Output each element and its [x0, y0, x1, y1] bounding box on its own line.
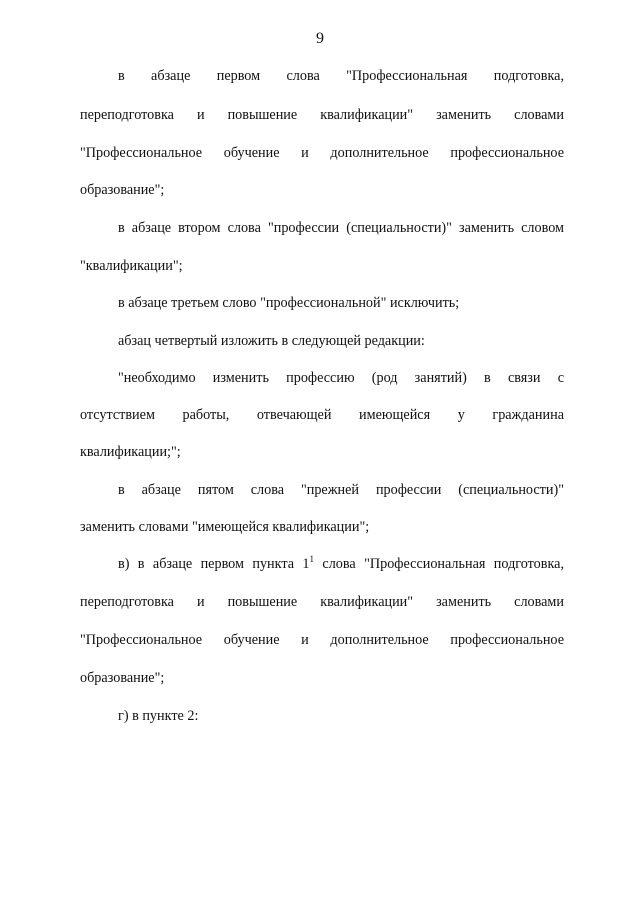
- text-line: в абзаце втором слова "профессии (специальности)" заменить словом: [118, 220, 564, 236]
- text-line: переподготовка и повышение квалификации" заменить словами: [80, 107, 564, 123]
- superscript: 1: [309, 554, 315, 564]
- text-line: г) в пункте 2:: [118, 708, 199, 724]
- text-line: "необходимо изменить профессию (род занятий) в связи с: [118, 370, 564, 386]
- text-line: "квалификации";: [80, 258, 183, 274]
- page-number: 9: [316, 30, 324, 47]
- text-line: в абзаце первом слова "Профессиональная подготовка,: [118, 68, 564, 84]
- text-line: [118, 555, 564, 573]
- text-line: переподготовка и повышение квалификации" заменить словами: [80, 594, 564, 610]
- text-line: "Профессиональное обучение и дополнительное профессиональное: [80, 145, 564, 161]
- text-line: образование";: [80, 182, 165, 198]
- text-line: отсутствием работы, отвечающей имеющейся у гражданина: [80, 407, 564, 423]
- text-line: "Профессиональное обучение и дополнительное профессиональное: [80, 632, 564, 648]
- text-segment: слова "Профессиональная подготовка,: [314, 556, 564, 572]
- text-line: в абзаце третьем слово "профессиональной" исключить;: [118, 295, 460, 311]
- text-line: абзац четвертый изложить в следующей редакции:: [118, 333, 425, 349]
- text-line: квалификации;";: [80, 444, 181, 460]
- text-segment: в) в абзаце первом пункта 1: [118, 556, 310, 572]
- text-line: образование";: [80, 670, 165, 686]
- text-line: в абзаце пятом слова "прежней профессии (специальности)": [118, 482, 564, 498]
- text-line: заменить словами "имеющейся квалификации";: [80, 519, 370, 535]
